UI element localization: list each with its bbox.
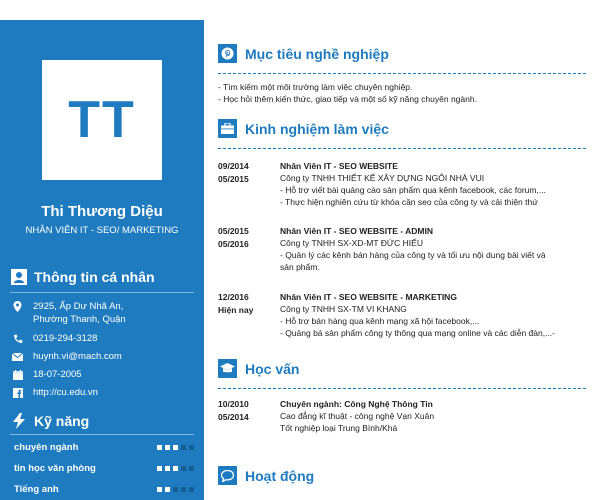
activities-heading — [218, 466, 314, 485]
task-line: sản phẩm. — [280, 262, 320, 272]
website-row[interactable] — [12, 386, 98, 399]
divider — [10, 292, 194, 293]
task-line: - Hỗ trợ viết bài quảng cáo sản phẩm qua kênh facebook, các forum,... — [280, 185, 546, 195]
task-line: - Hỗ trợ bán hàng qua kênh mạng xã hội facebook,... — [280, 316, 480, 326]
task-line: - Quảng bá sản phẩm công ty thông qua mạng online và các diễn đàn,...- — [280, 328, 556, 338]
experience-body — [280, 291, 584, 339]
divider — [10, 434, 194, 435]
envelope-icon — [12, 351, 23, 362]
avatar — [42, 60, 162, 180]
skill-dot — [165, 487, 170, 492]
skill-dot — [181, 466, 186, 471]
address-row — [12, 300, 143, 326]
end-date: 05/2015 — [218, 174, 249, 184]
chat-bubble-icon — [218, 466, 237, 485]
avatar-initials: TT — [68, 91, 136, 149]
skill-row — [14, 463, 194, 474]
phone-text: 0219-294-3128 — [33, 333, 98, 344]
skill-dot — [181, 487, 186, 492]
skill-dot — [165, 466, 170, 471]
map-pin-icon — [12, 301, 23, 312]
personal-info-heading-text: Thông tin cá nhân — [34, 269, 155, 285]
objective-line: - Học hỏi thêm kiến thức, giao tiếp và một số kỹ năng chuyên ngành. — [218, 94, 477, 104]
skill-dot — [173, 445, 178, 450]
education-major: Chuyên ngành: Công Nghệ Thông Tin — [280, 399, 433, 409]
phone-row — [12, 332, 97, 345]
skill-dot — [189, 466, 194, 471]
job-role: Nhân Viên IT - SEO WEBSITE - MARKETING — [280, 292, 457, 302]
facebook-icon — [12, 387, 23, 398]
task-line: - Quản lý các kênh bán hàng của công ty và tối ưu nội dung bài viết và — [280, 250, 546, 260]
personal-info-heading — [10, 268, 155, 286]
experience-dates — [218, 291, 278, 317]
skill-dot — [181, 445, 186, 450]
start-date: 05/2015 — [218, 226, 249, 236]
start-date: 10/2010 — [218, 399, 249, 409]
skill-dot — [157, 487, 162, 492]
task-line: - Thực hiện nghiên cứu từ khóa cần seo của công ty và cải thiện thứ — [280, 197, 538, 207]
start-date: 12/2016 — [218, 292, 249, 302]
company-name: Công ty TNHH THIẾT KẾ XÂY DỰNG NGÔI NHÀ VUI — [280, 173, 485, 183]
divider — [218, 73, 586, 74]
end-date: Hiện nay — [218, 305, 254, 315]
sidebar — [0, 0, 204, 500]
calendar-icon — [12, 369, 23, 380]
school-name: Cao đẳng kĩ thuật - công nghệ Vạn Xuân — [280, 411, 435, 421]
skill-dot — [173, 487, 178, 492]
experience-heading — [218, 119, 389, 138]
skill-name: Tiếng anh — [14, 484, 59, 495]
lightning-icon — [10, 412, 28, 430]
job-role: Nhân Viên IT - SEO WEBSITE - ADMIN — [280, 226, 434, 236]
end-date: 05/2014 — [218, 412, 249, 422]
education-heading — [218, 359, 299, 378]
skill-dot — [189, 487, 194, 492]
skill-dot — [157, 466, 162, 471]
skill-row — [14, 484, 194, 495]
objective-line: - Tìm kiếm một môi trường làm việc chuyên nghiệp. — [218, 82, 413, 92]
experience-dates — [218, 225, 278, 251]
address-text: 2925, Ấp Dư Nhã An, Phường Thanh, Quận — [33, 301, 126, 325]
activities-heading-text: Hoạt động — [245, 467, 315, 484]
experience-body — [280, 160, 584, 208]
education-body — [280, 398, 584, 434]
main-content — [204, 0, 596, 500]
skill-row — [14, 442, 194, 453]
objective-heading — [218, 44, 389, 63]
divider — [218, 148, 586, 149]
skill-level — [157, 466, 194, 471]
experience-body — [280, 225, 584, 273]
skills-heading — [10, 412, 89, 430]
graduation-cap-icon — [218, 359, 237, 378]
email-row[interactable] — [12, 350, 122, 363]
profile-name: Thi Thương Diệu — [41, 203, 163, 220]
skill-level — [157, 445, 194, 450]
phone-icon — [12, 333, 23, 344]
education-heading-text: Học vấn — [245, 360, 300, 377]
company-name: Công ty TNHH SX-TM VI KHANG — [280, 304, 407, 314]
education-dates — [218, 398, 278, 424]
skill-name: tin học văn phòng — [14, 463, 96, 474]
pinterest-icon — [218, 44, 237, 63]
experience-dates — [218, 160, 278, 186]
skill-dot — [157, 445, 162, 450]
education-grade: Tốt nghiệp loại Trung Bình/Khá — [280, 423, 398, 433]
skill-dot — [173, 466, 178, 471]
job-role: Nhân Viên IT - SEO WEBSITE — [280, 161, 398, 171]
company-name: Công ty TNHH SX-XD-MT ĐỨC HIẾU — [280, 238, 423, 248]
objective-text — [218, 81, 477, 105]
skill-dot — [189, 445, 194, 450]
objective-heading-text: Mục tiêu nghề nghiệp — [245, 45, 389, 62]
skill-name: chuyên ngành — [14, 442, 79, 453]
website-link[interactable]: http://cu.edu.vn — [33, 387, 98, 398]
profile-title: NHÂN VIÊN IT - SEO/ MARKETING — [25, 225, 179, 236]
experience-heading-text: Kinh nghiệm làm việc — [245, 120, 389, 137]
birthday-row — [12, 368, 82, 381]
end-date: 05/2016 — [218, 239, 249, 249]
divider — [218, 388, 586, 389]
skill-level — [157, 487, 194, 492]
briefcase-icon — [218, 119, 237, 138]
skill-dot — [165, 445, 170, 450]
skills-heading-text: Kỹ năng — [34, 413, 90, 429]
start-date: 09/2014 — [218, 161, 249, 171]
email-link[interactable]: huynh.vi@mach.com — [33, 351, 122, 362]
birthday-text: 18-07-2005 — [33, 369, 82, 380]
user-icon — [10, 268, 28, 286]
